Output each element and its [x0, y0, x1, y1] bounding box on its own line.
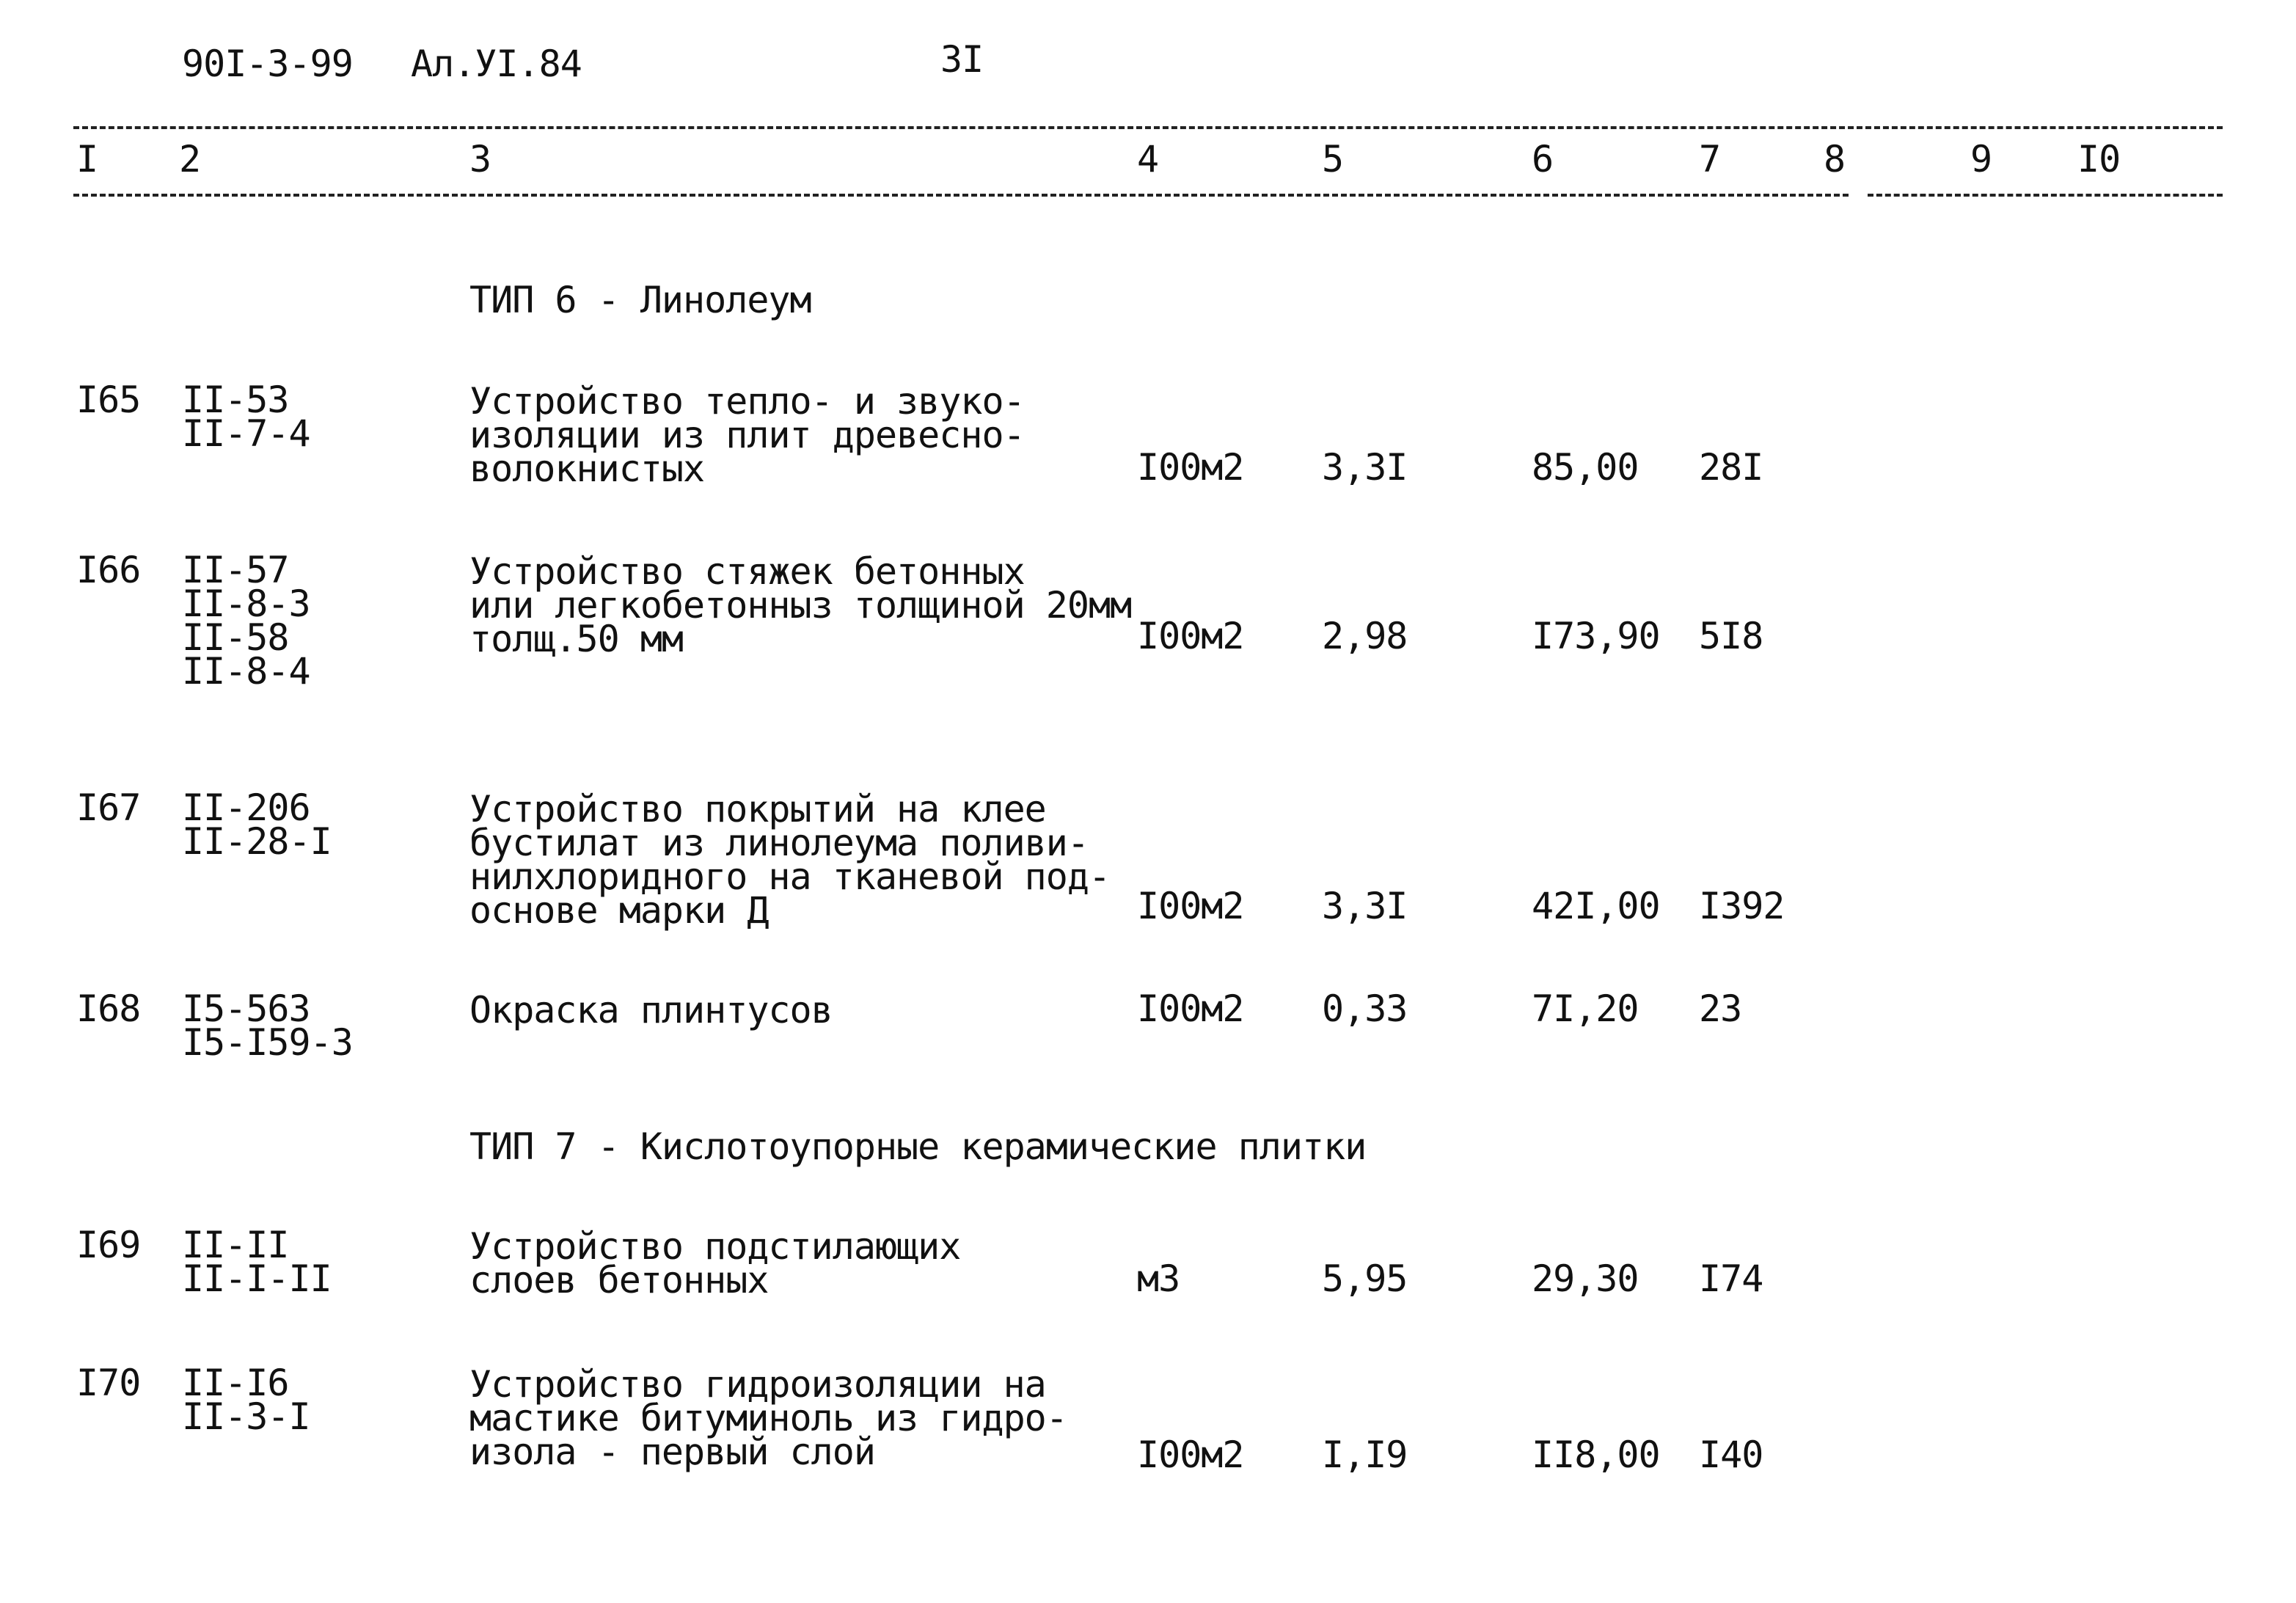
header-bottom-rule-left [73, 194, 1849, 197]
work-description: мастике битуминоль из гидро- [469, 1397, 1067, 1439]
norm-code: II-8-4 [182, 650, 310, 693]
work-description: слоев бетонных [469, 1259, 769, 1301]
quantity: 3,3I [1322, 885, 1408, 927]
section-title-type6: ТИП 6 - Линолеум [469, 279, 811, 321]
total-cost: I40 [1699, 1434, 1763, 1476]
row-number: I70 [76, 1362, 141, 1404]
unit-price: 29,30 [1532, 1257, 1639, 1300]
quantity: I,I9 [1322, 1434, 1408, 1476]
norm-code: II-I-II [182, 1257, 332, 1300]
norm-code: II-II [182, 1224, 289, 1266]
total-cost: 23 [1699, 987, 1742, 1030]
norm-code: I5-I59-3 [182, 1021, 353, 1064]
column-header-3: 3 [469, 138, 491, 180]
unit-price: 7I,20 [1532, 987, 1639, 1030]
quantity: 5,95 [1322, 1257, 1408, 1300]
norm-code: II-53 [182, 379, 289, 421]
norm-code: II-206 [182, 786, 310, 829]
work-description: Устройство подстилающих [469, 1225, 961, 1268]
header-top-rule [73, 126, 2223, 129]
unit: I00м2 [1137, 987, 1244, 1030]
norm-code: II-28-I [182, 820, 332, 863]
column-header-4: 4 [1137, 138, 1159, 180]
norm-code: I5-563 [182, 987, 310, 1030]
column-header-5: 5 [1322, 138, 1344, 180]
section-title-type7: ТИП 7 - Кислотоупорные керамические плитки [469, 1125, 1367, 1168]
column-header-1: I [76, 138, 98, 180]
work-description: нилхлоридного на тканевой под- [469, 855, 1111, 898]
unit: I00м2 [1137, 1434, 1244, 1476]
total-cost: I74 [1699, 1257, 1763, 1300]
unit: м3 [1137, 1257, 1180, 1300]
page-number: 3I [940, 38, 984, 81]
unit: I00м2 [1137, 615, 1244, 657]
unit-price: II8,00 [1532, 1434, 1660, 1476]
column-header-6: 6 [1532, 138, 1554, 180]
row-number: I69 [76, 1224, 141, 1266]
quantity: 2,98 [1322, 615, 1408, 657]
work-description: изола - первый слой [469, 1431, 875, 1473]
work-description: бустилат из линолеума поливи- [469, 822, 1089, 864]
unit-price: I73,90 [1532, 615, 1660, 657]
work-description: волокнистых [469, 448, 705, 490]
album-number: Ал.УI.84 [411, 43, 582, 85]
work-description: Устройство стяжек бетонных [469, 550, 1025, 593]
norm-code: II-8-3 [182, 583, 310, 625]
work-description: или легкобетонныз толщиной 20мм [469, 584, 1132, 627]
work-description: изоляции из плит древесно- [469, 414, 1025, 456]
total-cost: 28I [1699, 446, 1763, 489]
work-description: Устройство гидроизоляции на [469, 1363, 1046, 1406]
work-description: Окраска плинтусов [469, 989, 833, 1031]
quantity: 0,33 [1322, 987, 1408, 1030]
unit-price: 42I,00 [1532, 885, 1660, 927]
header-bottom-rule-right [1868, 194, 2223, 197]
quantity: 3,3I [1322, 446, 1408, 489]
unit: I00м2 [1137, 446, 1244, 489]
work-description: Устройство покрытий на клее [469, 788, 1046, 830]
norm-code: II-I6 [182, 1362, 289, 1404]
total-cost: I392 [1699, 885, 1785, 927]
norm-code: II-3-I [182, 1395, 310, 1438]
unit: I00м2 [1137, 885, 1244, 927]
row-number: I66 [76, 549, 141, 591]
row-number: I67 [76, 786, 141, 829]
column-header-2: 2 [179, 138, 201, 180]
row-number: I65 [76, 379, 141, 421]
norm-code: II-58 [182, 616, 289, 659]
norm-code: II-7-4 [182, 412, 310, 455]
row-number: I68 [76, 987, 141, 1030]
work-description: Устройство тепло- и звуко- [469, 380, 1025, 423]
document-code: 90I-3-99 [182, 43, 353, 85]
column-header-8: 8 [1824, 138, 1846, 180]
total-cost: 5I8 [1699, 615, 1763, 657]
column-header-10: I0 [2077, 138, 2121, 180]
norm-code: II-57 [182, 549, 289, 591]
unit-price: 85,00 [1532, 446, 1639, 489]
work-description: толщ.50 мм [469, 618, 684, 660]
column-header-7: 7 [1699, 138, 1721, 180]
column-header-9: 9 [1970, 138, 1992, 180]
work-description: основе марки Д [469, 889, 769, 932]
